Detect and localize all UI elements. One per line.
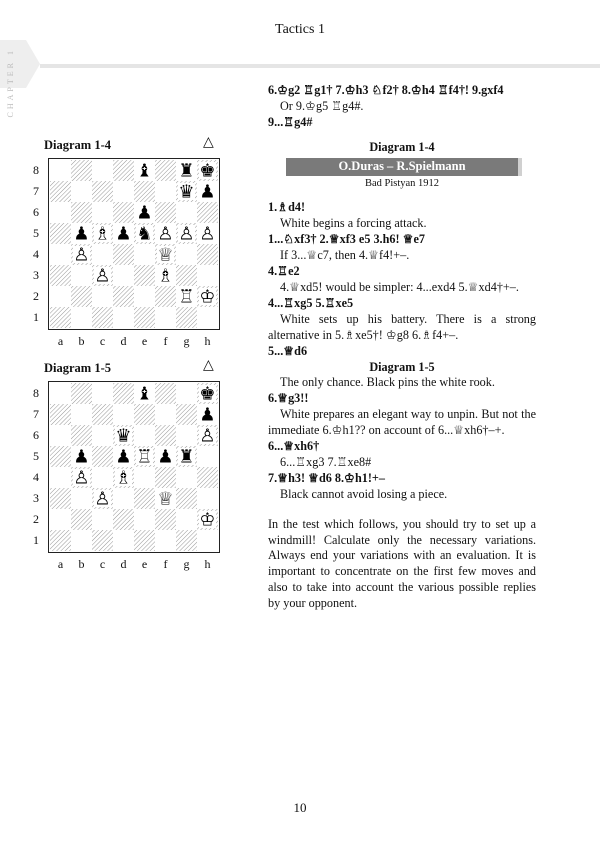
chess-piece-e8: ♝ bbox=[136, 383, 153, 405]
dark-square bbox=[155, 383, 176, 404]
dark-square bbox=[134, 404, 155, 425]
annotation-column bbox=[268, 83, 536, 612]
file-label: g bbox=[183, 557, 190, 571]
rank-label: 2 bbox=[33, 289, 39, 303]
dark-square bbox=[155, 509, 176, 530]
dark-square bbox=[92, 530, 113, 551]
comment-line: White sets up his battery. There is a strong alternative in 5.♗xe5†! ♔g8 6.♗f4+–. bbox=[268, 311, 536, 342]
comment-line: 6...♖xg3 7.♖xe8# bbox=[280, 454, 372, 469]
dark-square bbox=[176, 307, 197, 328]
file-label: a bbox=[57, 557, 64, 571]
file-label: b bbox=[78, 334, 85, 348]
chess-piece-c5: ♗ bbox=[94, 223, 111, 245]
chess-piece-f5: ♟ bbox=[157, 446, 174, 468]
file-label: g bbox=[183, 334, 190, 348]
rank-label: 7 bbox=[33, 184, 39, 198]
dark-square bbox=[92, 404, 113, 425]
dark-square bbox=[113, 244, 134, 265]
rank-label: 5 bbox=[33, 226, 39, 240]
move-line: 4...♖xg5 5.♖xe5 bbox=[268, 295, 354, 310]
dark-square bbox=[50, 265, 71, 286]
variation-line: Or 9.♔g5 ♖g4#. bbox=[280, 98, 364, 113]
dark-square bbox=[113, 383, 134, 404]
dark-square bbox=[134, 307, 155, 328]
dark-square bbox=[50, 446, 71, 467]
diagram-1-4-board bbox=[48, 158, 220, 330]
file-label: e bbox=[141, 557, 148, 571]
rank-label: 6 bbox=[33, 428, 39, 442]
move-line: 4.♖e2 bbox=[268, 264, 300, 279]
header-rule bbox=[40, 64, 600, 68]
chess-piece-g2: ♖ bbox=[178, 286, 195, 308]
section-heading: Diagram 1-4 bbox=[369, 139, 435, 154]
chess-piece-g8: ♜ bbox=[178, 160, 195, 182]
dark-square bbox=[134, 530, 155, 551]
move-line: 1...♘xf3† 2.♕xf3 e5 3.h6! ♕e7 bbox=[268, 232, 426, 247]
chess-piece-h2: ♔ bbox=[199, 286, 216, 308]
chess-piece-d4: ♗ bbox=[115, 467, 132, 489]
dark-square bbox=[134, 181, 155, 202]
chess-piece-b5: ♟ bbox=[73, 446, 90, 468]
dark-square bbox=[134, 265, 155, 286]
dark-square bbox=[71, 383, 92, 404]
dark-square bbox=[113, 509, 134, 530]
dark-square bbox=[92, 307, 113, 328]
chess-piece-c3: ♙ bbox=[94, 265, 111, 287]
dark-square bbox=[176, 265, 197, 286]
dark-square bbox=[176, 530, 197, 551]
chess-piece-h5: ♙ bbox=[199, 223, 216, 245]
rank-label: 3 bbox=[33, 491, 39, 505]
move-line: 5...♕d6 bbox=[268, 343, 308, 358]
file-label: h bbox=[204, 334, 211, 348]
move-line: 7.♕h3! ♕d6 8.♔h1!+– bbox=[268, 470, 385, 485]
dark-square bbox=[71, 509, 92, 530]
section-heading: Diagram 1-5 bbox=[369, 359, 435, 374]
dark-square bbox=[155, 425, 176, 446]
chess-piece-f3: ♕ bbox=[157, 488, 174, 510]
move-line: 1.♗d4! bbox=[268, 200, 305, 215]
white-to-move-icon: △ bbox=[203, 135, 214, 150]
move-line: 6...♕xh6† bbox=[268, 439, 320, 454]
rank-label: 1 bbox=[33, 533, 39, 547]
page-title: Tactics 1 bbox=[275, 22, 325, 37]
dark-square bbox=[50, 307, 71, 328]
rank-label: 8 bbox=[33, 386, 39, 400]
chess-piece-h8: ♚ bbox=[199, 160, 216, 182]
chess-piece-h6: ♙ bbox=[199, 425, 216, 447]
chess-piece-f3: ♗ bbox=[157, 265, 174, 287]
move-line: 9...♖g4# bbox=[268, 114, 313, 129]
event-line: Bad Pistyan 1912 bbox=[364, 177, 440, 189]
dark-square bbox=[71, 425, 92, 446]
chess-piece-g7: ♛ bbox=[178, 181, 195, 203]
dark-square bbox=[155, 467, 176, 488]
comment-line: If 3...♕c7, then 4.♕f4!+–. bbox=[280, 248, 410, 263]
file-label: c bbox=[99, 334, 106, 348]
rank-label: 1 bbox=[33, 310, 39, 324]
dark-square bbox=[50, 488, 71, 509]
rank-label: 8 bbox=[33, 163, 39, 177]
dark-square bbox=[113, 286, 134, 307]
dark-square bbox=[113, 202, 134, 223]
chess-piece-d5: ♟ bbox=[115, 223, 132, 245]
file-label: h bbox=[204, 557, 211, 571]
dark-square bbox=[50, 223, 71, 244]
file-label: d bbox=[120, 334, 127, 348]
chess-piece-g5: ♜ bbox=[178, 446, 195, 468]
players-banner: O.Duras – R.Spielmann bbox=[286, 158, 522, 176]
dark-square bbox=[50, 530, 71, 551]
dark-square bbox=[197, 244, 218, 265]
white-to-move-icon: △ bbox=[203, 358, 214, 373]
comment-line: The only chance. Black pins the white rook. bbox=[280, 375, 495, 390]
dark-square bbox=[134, 488, 155, 509]
rank-label: 4 bbox=[33, 470, 39, 484]
chess-piece-e5: ♞ bbox=[136, 223, 153, 245]
file-label: e bbox=[141, 334, 148, 348]
comment-line: White begins a forcing attack. bbox=[280, 216, 427, 231]
file-label: a bbox=[57, 334, 64, 348]
chess-piece-c3: ♙ bbox=[94, 488, 111, 510]
instruction-paragraph: In the test which follows, you should try to set up a windmill! Calculate only the necessary variations. Always end your variations with an evaluation. It is important to concentrate on the first few moves and also to take into account the various possible replies by your opponent. bbox=[268, 516, 536, 611]
chess-piece-b5: ♟ bbox=[73, 223, 90, 245]
chess-piece-f5: ♙ bbox=[157, 223, 174, 245]
chess-piece-h7: ♟ bbox=[199, 181, 216, 203]
dark-square bbox=[176, 488, 197, 509]
dark-square bbox=[50, 404, 71, 425]
move-line: 6.♔g2 ♖g1† 7.♔h3 ♘f2† 8.♔h4 ♖f4†! 9.gxf4 bbox=[268, 83, 504, 97]
comment-line: 4.♕xd5! would be simpler: 4...exd4 5.♕xd4†+–. bbox=[280, 279, 519, 294]
dark-square bbox=[92, 446, 113, 467]
chapter-tab-label: CHAPTER 1 bbox=[6, 48, 15, 118]
comment-line: Black cannot avoid losing a piece. bbox=[280, 486, 448, 501]
dark-square bbox=[155, 286, 176, 307]
rank-label: 3 bbox=[33, 268, 39, 282]
chess-piece-b4: ♙ bbox=[73, 244, 90, 266]
file-label: f bbox=[163, 557, 168, 571]
move-line: 6.♕g3!! bbox=[268, 391, 309, 406]
rank-label: 7 bbox=[33, 407, 39, 421]
rank-label: 2 bbox=[33, 512, 39, 526]
chess-piece-g5: ♙ bbox=[178, 223, 195, 245]
chess-piece-e8: ♝ bbox=[136, 160, 153, 182]
dark-square bbox=[71, 160, 92, 181]
chess-piece-b4: ♙ bbox=[73, 467, 90, 489]
chess-piece-d5: ♟ bbox=[115, 446, 132, 468]
rank-label: 4 bbox=[33, 247, 39, 261]
page-number: 10 bbox=[293, 800, 307, 815]
dark-square bbox=[155, 160, 176, 181]
chess-piece-h8: ♚ bbox=[199, 383, 216, 405]
diagram-1-4-title: Diagram 1-4 bbox=[44, 138, 111, 152]
dark-square bbox=[197, 202, 218, 223]
dark-square bbox=[176, 404, 197, 425]
chess-piece-h7: ♟ bbox=[199, 404, 216, 426]
diagram-1-5-title: Diagram 1-5 bbox=[44, 361, 111, 375]
diagram-1-5-board bbox=[48, 381, 220, 553]
dark-square bbox=[71, 202, 92, 223]
file-label: c bbox=[99, 557, 106, 571]
dark-square bbox=[197, 467, 218, 488]
dark-square bbox=[50, 181, 71, 202]
chess-piece-d6: ♛ bbox=[115, 425, 132, 447]
chess-piece-h2: ♔ bbox=[199, 509, 216, 531]
chess-piece-e5: ♖ bbox=[136, 446, 153, 468]
dark-square bbox=[113, 160, 134, 181]
chess-piece-e6: ♟ bbox=[136, 202, 153, 224]
chess-piece-f4: ♕ bbox=[157, 244, 174, 266]
file-label: d bbox=[120, 557, 127, 571]
dark-square bbox=[155, 202, 176, 223]
dark-square bbox=[92, 181, 113, 202]
file-label: f bbox=[163, 334, 168, 348]
comment-line: White prepares an elegant way to unpin. But not the immediate 6.♔h1?? on account of 6...♕xh6†–+. bbox=[268, 407, 536, 438]
file-label: b bbox=[78, 557, 85, 571]
rank-label: 6 bbox=[33, 205, 39, 219]
dark-square bbox=[71, 286, 92, 307]
rank-label: 5 bbox=[33, 449, 39, 463]
